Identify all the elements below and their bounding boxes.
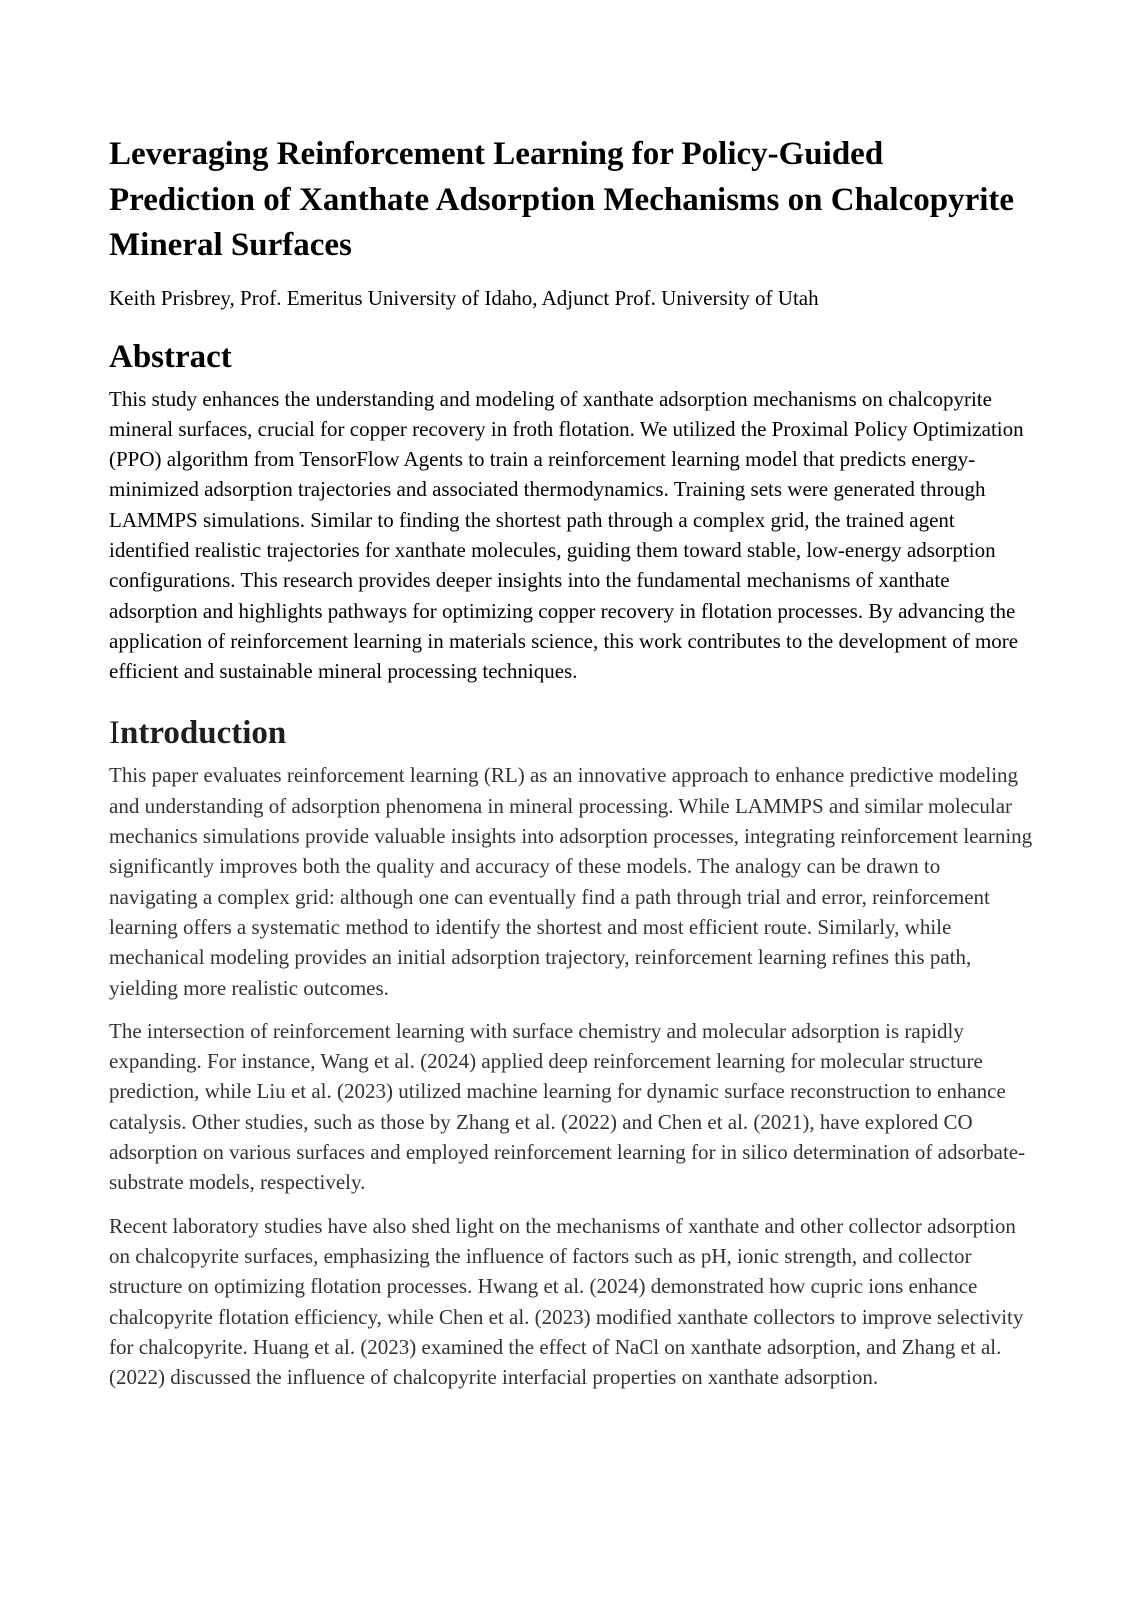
- introduction-paragraph: The intersection of reinforcement learning with surface chemistry and molecular adsorption is rapidly expanding. For instance, Wang et al. (2024) applied deep reinforcement learning for molecular structure prediction, while Liu et al. (2023) utilized machine learning for dynamic surface reconstruction to enhance catalysis. Other studies, such as those by Zhang et al. (2022) and Chen et al. (2021), have explored CO adsorption on various surfaces and employed reinforcement learning for in silico determination of adsorbate-substrate models, respectively.: [109, 1018, 1026, 1195]
- introduction-heading: [109, 713, 1033, 753]
- author-line: Keith Prisbrey, Prof. Emeritus University of Idaho, Adjunct Prof. University of Utah: [109, 285, 819, 310]
- abstract-heading: Abstract: [109, 338, 232, 375]
- paper-page: [109, 132, 1033, 1392]
- abstract-text: This study enhances the understanding and modeling of xanthate adsorption mechanisms on chalcopyrite mineral surfaces, crucial for copper recovery in froth flotation. We utilized the Proximal Policy Optimization (PPO) algorithm from TensorFlow Agents to train a reinforcement learning model that predicts energy-minimized adsorption trajectories and associated thermodynamics. Training sets were generated through LAMMPS simulations. Similar to finding the shortest path through a complex grid, the trained agent identified realistic trajectories for xanthate molecules, guiding them toward stable, low-energy adsorption configurations. This research provides deeper insights into the fundamental mechanisms of xanthate adsorption and highlights pathways for optimizing copper recovery in flotation processes. By advancing the application of reinforcement learning in materials science, this work contributes to the development of more efficient and sustainable mineral processing techniques.: [109, 386, 1024, 684]
- introduction-paragraph: This paper evaluates reinforcement learning (RL) as an innovative approach to enhance predictive modeling and understanding of adsorption phenomena in mineral processing. While LAMMPS and similar molecular mechanics simulations provide valuable insights into adsorption processes, integrating reinforcement learning significantly improves both the quality and accuracy of these models. The analogy can be drawn to navigating a complex grid: although one can eventually find a path through trial and error, reinforcement learning offers a systematic method to identify the shortest and most efficient route. Similarly, while mechanical modeling provides an initial adsorption trajectory, reinforcement learning refines this path, yielding more realistic outcomes.: [109, 763, 1033, 1000]
- introduction-paragraph: Recent laboratory studies have also shed light on the mechanisms of xanthate and other collector adsorption on chalcopyrite surfaces, emphasizing the influence of factors such as pH, ionic strength, and collector structure on optimizing flotation processes. Hwang et al. (2024) demonstrated how cupric ions enhance chalcopyrite flotation efficiency, while Chen et al. (2023) modified xanthate collectors to improve selectivity for chalcopyrite. Huang et al. (2023) examined the effect of NaCl on xanthate adsorption, and Zhang et al. (2022) discussed the influence of chalcopyrite interfacial properties on xanthate adsorption.: [109, 1213, 1024, 1390]
- introduction-heading-rest: ntroduction: [120, 715, 287, 752]
- paper-title: Leveraging Reinforcement Learning for Policy-Guided Prediction of Xanthate Adsorption Mechanisms on Chalcopyrite Mineral Surfaces: [109, 136, 1015, 263]
- introduction-heading-initial: I: [109, 715, 120, 752]
